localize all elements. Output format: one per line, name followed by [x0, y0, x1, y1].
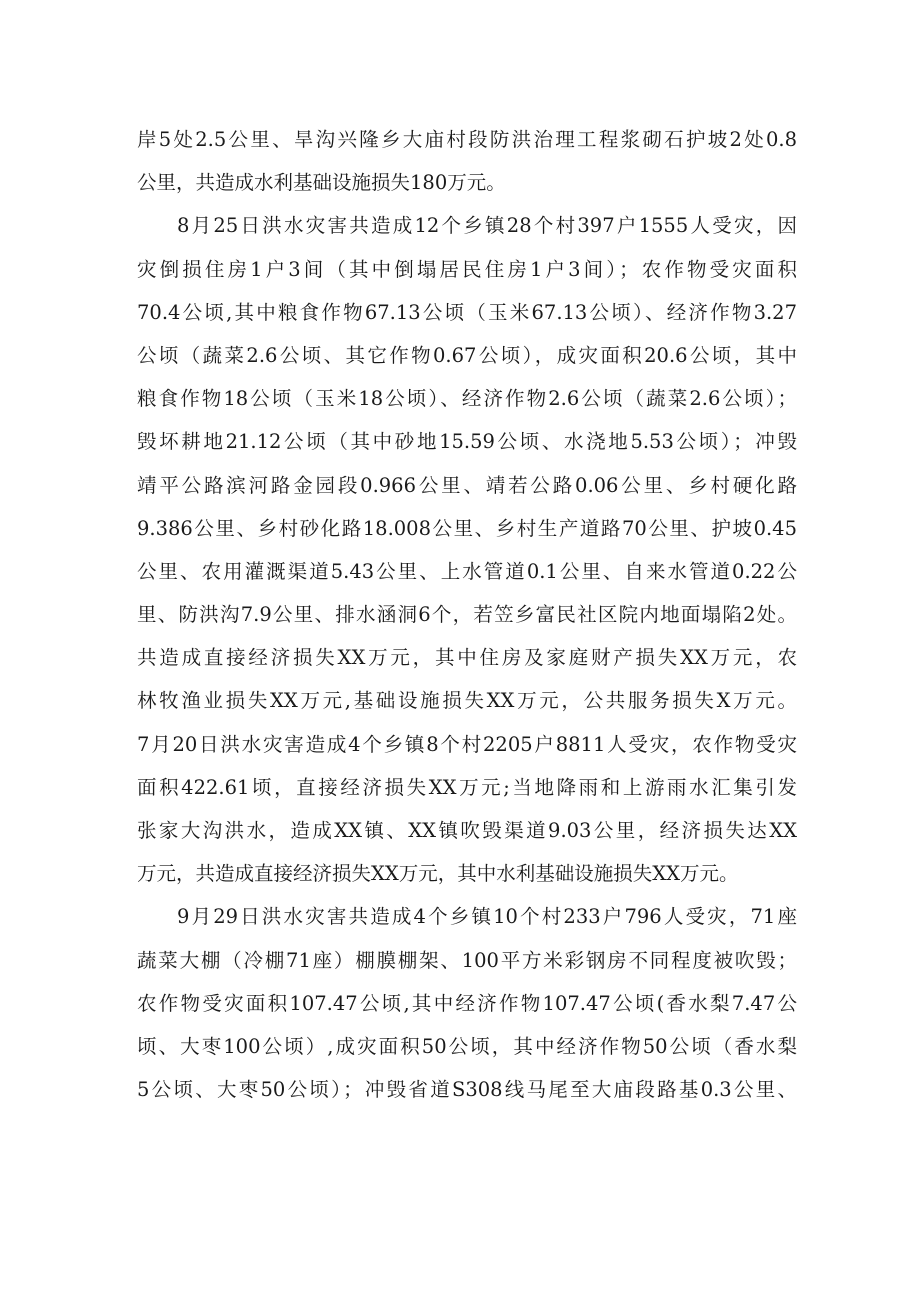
- paragraph-3-line-4: 顷、大枣100公顷）,成灾面积50公顷，其中经济作物50公顷（香水梨: [137, 1034, 797, 1058]
- paragraph-2-line-5: 粮食作物18公顷（玉米18公顷）、经济作物2.6公顷（蔬菜2.6公顷）；: [137, 387, 797, 411]
- paragraph-2-line-7: 靖平公路滨河路金园段0.966公里、靖若公路0.06公里、乡村硬化路: [137, 473, 797, 497]
- document-body: [137, 118, 797, 1111]
- paragraph-2-line-10: 里、防洪沟7.9公里、排水涵洞6个，若笠乡富民社区院内地面塌陷2处。: [137, 603, 797, 627]
- paragraph-2-line-14: 面积422.61顷，直接经济损失XX万元;当地降雨和上游雨水汇集引发: [137, 775, 797, 799]
- paragraph-2-line-4: 公顷（蔬菜2.6公顷、其它作物0.67公顷），成灾面积20.6公顷，其中: [137, 343, 797, 367]
- paragraph-2-line-13: 7月20日洪水灾害造成4个乡镇8个村2205户8811人受灾，农作物受灾: [137, 732, 797, 756]
- paragraph-2-line-1: 8月25日洪水灾害共造成12个乡镇28个村397户1555人受灾，因: [177, 214, 797, 238]
- paragraph-3-line-1: 9月29日洪水灾害共造成4个乡镇10个村233户796人受灾，71座: [177, 905, 797, 929]
- paragraph-2-line-11: 共造成直接经济损失XX万元，其中住房及家庭财产损失XX万元，农: [137, 646, 797, 670]
- paragraph-3-line-5: 5公顷、大枣50公顷）；冲毁省道S308线马尾至大庙段路基0.3公里、: [137, 1078, 797, 1102]
- paragraph-2-line-9: 公里、农用灌溉渠道5.43公里、上水管道0.1公里、自来水管道0.22公: [137, 559, 797, 583]
- paragraph-2-line-8: 9.386公里、乡村砂化路18.008公里、乡村生产道路70公里、护坡0.45: [137, 516, 797, 540]
- paragraph-2-line-6: 毁坏耕地21.12公顷（其中砂地15.59公顷、水浇地5.53公顷）；冲毁: [137, 430, 797, 454]
- paragraph-2-line-15: 张家大沟洪水，造成XX镇、XX镇吹毁渠道9.03公里，经济损失达XX: [137, 819, 797, 842]
- paragraph-3-line-2: 蔬菜大棚（冷棚71座）棚膜棚架、100平方米彩钢房不同程度被吹毁；: [137, 948, 797, 972]
- paragraph-2-line-12: 林牧渔业损失XX万元,基础设施损失XX万元，公共服务损失X万元。: [137, 689, 797, 713]
- paragraph-2-line-3: 70.4公顷,其中粮食作物67.13公顷（玉米67.13公顷）、经济作物3.27: [137, 300, 797, 324]
- paragraph-1-line-2: 公里，共造成水利基础设施损失180万元。: [137, 171, 506, 195]
- paragraph-2-line-2: 灾倒损住房1户3间（其中倒塌居民住房1户3间）；农作物受灾面积: [137, 257, 797, 281]
- paragraph-2-line-16: 万元，共造成直接经济损失XX万元，其中水利基础设施损失XX万元。: [137, 862, 739, 886]
- paragraph-1-line-1: 岸5处2.5公里、旱沟兴隆乡大庙村段防洪治理工程浆砌石护坡2处0.8: [137, 128, 797, 151]
- paragraph-3-line-3: 农作物受灾面积107.47公顷,其中经济作物107.47公顷(香水梨7.47公: [137, 991, 797, 1015]
